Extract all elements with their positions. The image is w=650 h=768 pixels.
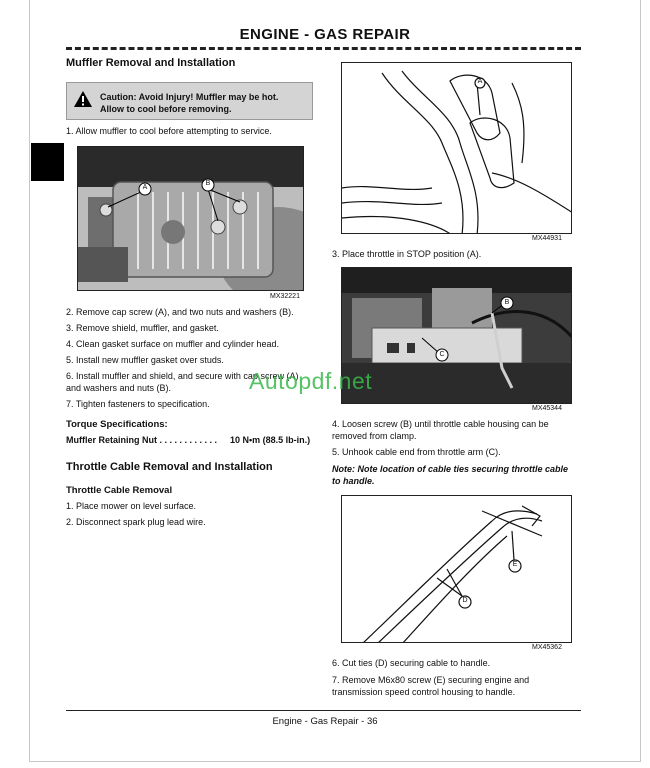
torque-label: Muffler Retaining Nut . . . . . . . . . . . .: [66, 435, 218, 445]
note-line-2: to handle.: [332, 476, 375, 486]
throttle-cable-callout-c: C: [439, 351, 445, 358]
torque-spec-row: [66, 435, 316, 445]
muffler-step-6-cont: and washers and nuts (B).: [66, 383, 172, 393]
page-border-left: [29, 0, 30, 762]
muffler-step-2: 2. Remove cap screw (A), and two nuts and washers (B).: [66, 307, 294, 317]
caution-line-2: Allow to cool before removing.: [100, 104, 232, 114]
throttle-step-4: 4. Loosen screw (B) until throttle cable housing can be: [332, 419, 549, 429]
throttle-subheading: Throttle Cable Removal: [66, 485, 173, 496]
throttle-lever-callout-a: A: [477, 78, 483, 85]
throttle-cable-figure-code: MX45344: [532, 405, 562, 412]
throttle-step-1: 1. Place mower on level surface.: [66, 501, 197, 511]
muffler-step-3: 3. Remove shield, muffler, and gasket.: [66, 323, 219, 333]
muffler-step-6: 6. Install muffler and shield, and secure with cap screw (A): [66, 371, 299, 381]
handle-callout-e: E: [512, 561, 518, 568]
muffler-photo: [77, 146, 304, 291]
handle-figure-code: MX45362: [532, 644, 562, 651]
caution-line-1: Caution: Avoid Injury! Muffler may be hot.: [100, 92, 279, 102]
throttle-step-6: 6. Cut ties (D) securing cable to handle.: [332, 658, 491, 668]
muffler-figure-code: MX32221: [270, 293, 300, 300]
page-border-right: [640, 0, 641, 762]
section-tab-marker: [31, 143, 64, 181]
warning-icon: [73, 90, 93, 108]
throttle-cable-callout-b: B: [504, 299, 510, 306]
muffler-callout-b: B: [205, 180, 211, 187]
throttle-step-7: 7. Remove M6x80 screw (E) securing engine and: [332, 675, 530, 685]
muffler-step-1: 1. Allow muffler to cool before attempting to service.: [66, 126, 272, 136]
muffler-step-5: 5. Install new muffler gasket over studs.: [66, 355, 224, 365]
muffler-step-4: 4. Clean gasket surface on muffler and cylinder head.: [66, 339, 279, 349]
throttle-cable-photo: [341, 267, 572, 404]
throttle-step-3: 3. Place throttle in STOP position (A).: [332, 249, 482, 259]
muffler-callout-a: A: [142, 184, 148, 191]
throttle-step-5: 5. Unhook cable end from throttle arm (C).: [332, 447, 501, 457]
note-line-1: Note: Note location of cable ties securing throttle cable: [332, 464, 569, 474]
muffler-heading: Muffler Removal and Installation: [66, 57, 236, 69]
throttle-step-4-cont: removed from clamp.: [332, 431, 417, 441]
handle-callout-d: D: [462, 597, 468, 604]
footer-rule: [66, 710, 581, 711]
throttle-lever-figure-code: MX44931: [532, 235, 562, 242]
caution-box: [66, 82, 313, 120]
throttle-heading: Throttle Cable Removal and Installation: [66, 461, 273, 473]
muffler-step-7: 7. Tighten fasteners to specification.: [66, 399, 210, 409]
throttle-lever-drawing: [341, 62, 572, 234]
title-rule: [66, 47, 581, 50]
torque-heading: Torque Specifications:: [66, 419, 168, 430]
throttle-step-2: 2. Disconnect spark plug lead wire.: [66, 517, 206, 527]
throttle-step-7-cont: transmission speed control housing to handle.: [332, 687, 516, 697]
page-title: ENGINE - GAS REPAIR: [239, 26, 411, 43]
handle-drawing: [341, 495, 572, 643]
page-footer: Engine - Gas Repair - 36: [272, 716, 378, 727]
torque-value: 10 N•m (88.5 lb-in.): [230, 435, 311, 445]
watermark: Autopdf.net: [249, 368, 373, 394]
page-border-bottom: [29, 761, 641, 762]
